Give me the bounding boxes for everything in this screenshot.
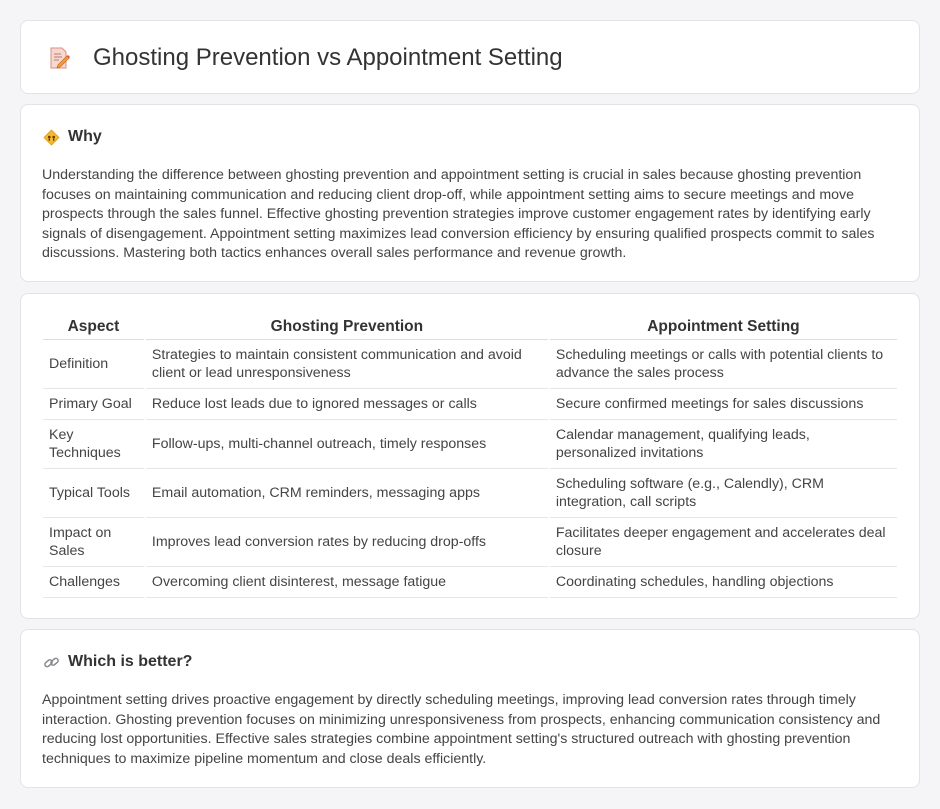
better-heading: Which is better? xyxy=(68,653,193,670)
better-text: Appointment setting drives proactive engagement by directly scheduling meetings, improving lead conversion rates through timely interaction. Ghosting prevention focuses on minimizing unresponsiveness from prospects, enhancing communication consistency and reducing lost opportunities. Effective sales strategies combine appointment setting's structured outreach with ghosting prevention techniques to maximize pipeline momentum and close deals efficiently. xyxy=(42,692,881,767)
table-row xyxy=(43,567,897,598)
table-cell: Strategies to maintain consistent communication and avoid client or lead unresponsiveness xyxy=(146,340,548,389)
comparison-table xyxy=(41,314,899,598)
table-cell: Facilitates deeper engagement and accelerates deal closure xyxy=(550,518,897,567)
which-is-better-section xyxy=(20,629,920,788)
diamond-warning-icon xyxy=(43,129,60,146)
table-row xyxy=(43,389,897,420)
table-cell: Scheduling software (e.g., Calendly), CRM integration, call scripts xyxy=(550,469,897,518)
column-header: Aspect xyxy=(43,314,144,340)
table-row xyxy=(43,420,897,469)
table-cell: Secure confirmed meetings for sales discussions xyxy=(550,389,897,420)
table-cell: Reduce lost leads due to ignored messages or calls xyxy=(146,389,548,420)
table-cell: Follow-ups, multi-channel outreach, timely responses xyxy=(146,420,548,469)
table-cell: Improves lead conversion rates by reducing drop-offs xyxy=(146,518,548,567)
why-section xyxy=(20,104,920,282)
table-cell: Typical Tools xyxy=(43,469,144,518)
link-icon xyxy=(43,654,60,671)
table-row xyxy=(43,518,897,567)
comparison-table-card xyxy=(20,293,920,619)
why-heading: Why xyxy=(68,128,102,145)
table-cell: Definition xyxy=(43,340,144,389)
column-header: Ghosting Prevention xyxy=(146,314,548,340)
table-cell: Impact on Sales xyxy=(43,518,144,567)
page-title: Ghosting Prevention vs Appointment Setting xyxy=(93,44,563,71)
table-cell: Email automation, CRM reminders, messaging apps xyxy=(146,469,548,518)
table-row xyxy=(43,469,897,518)
table-cell: Key Techniques xyxy=(43,420,144,469)
why-header xyxy=(43,127,102,147)
better-header xyxy=(43,652,192,672)
table-cell: Calendar management, qualifying leads, personalized invitations xyxy=(550,420,897,469)
column-header: Appointment Setting xyxy=(550,314,897,340)
table-cell: Primary Goal xyxy=(43,389,144,420)
table-cell: Scheduling meetings or calls with potential clients to advance the sales process xyxy=(550,340,897,389)
document-pencil-icon xyxy=(47,46,71,70)
table-row xyxy=(43,340,897,389)
table-header-row xyxy=(43,314,897,340)
table-cell: Challenges xyxy=(43,567,144,598)
header-card xyxy=(20,20,920,94)
table-cell: Overcoming client disinterest, message fatigue xyxy=(146,567,548,598)
table-cell: Coordinating schedules, handling objections xyxy=(550,567,897,598)
why-text: Understanding the difference between ghosting prevention and appointment setting is crucial in sales because ghosting prevention focuses on maintaining communication and reducing client drop-off, while appointment setting aims to secure meetings and move prospects through the sales funnel. Effective ghosting prevention strategies improve customer engagement rates by identifying early signals of disengagement. Appointment setting maximizes lead conversion efficiency by ensuring qualified prospects commit to sales discussions. Mastering both tactics enhances overall sales performance and revenue growth. xyxy=(42,167,875,262)
